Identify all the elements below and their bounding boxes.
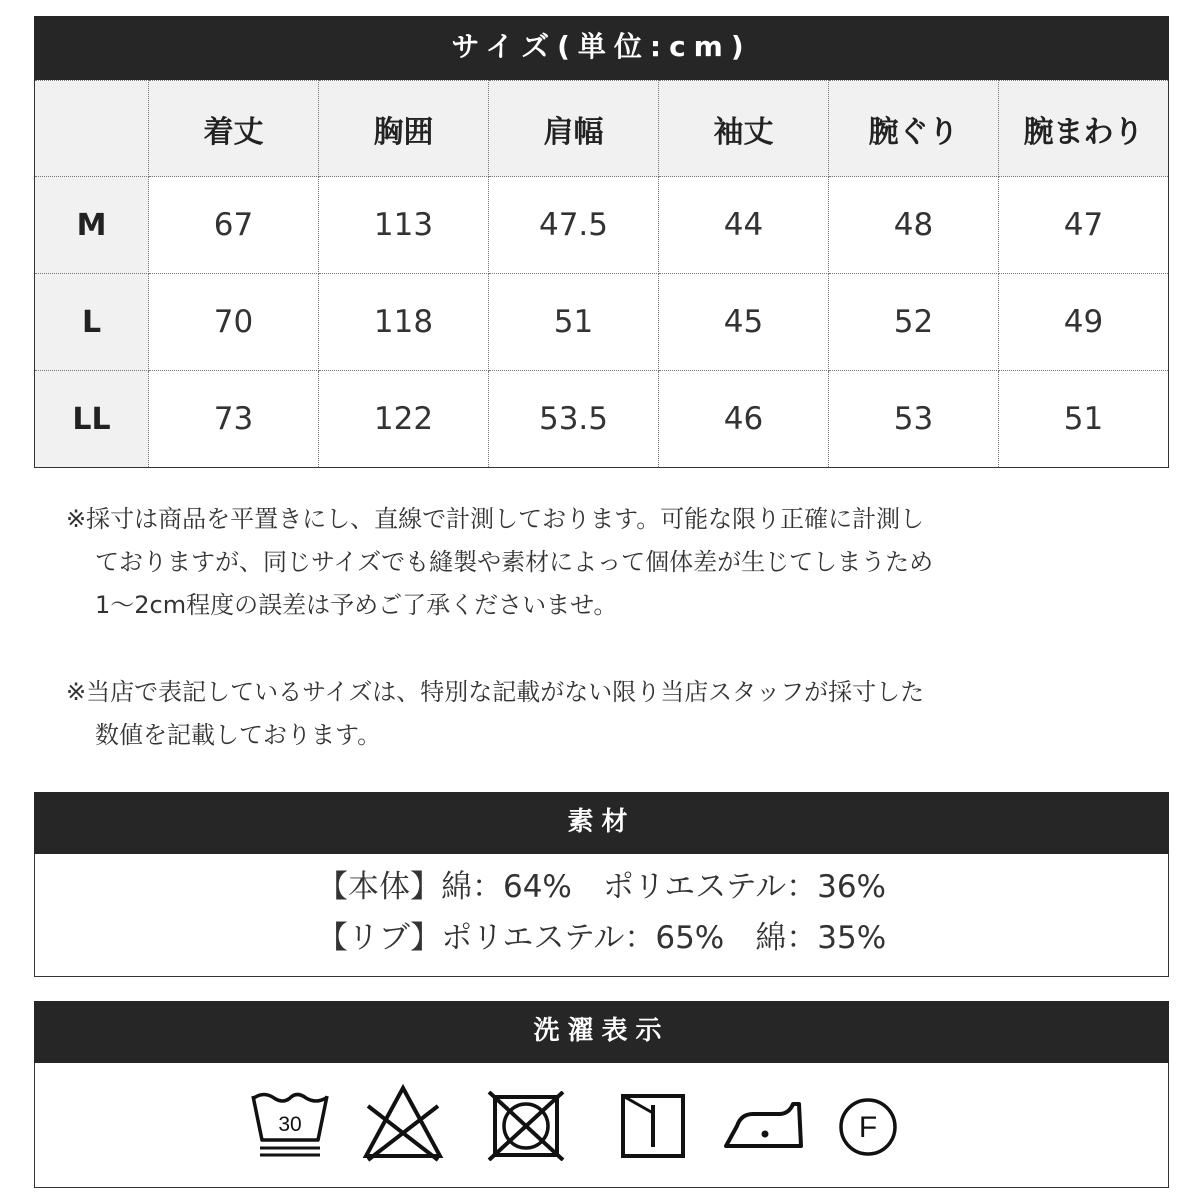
- note-line: ておりますが、同じサイズでも縫製や素材によって個体差が生じてしまうため: [95, 548, 934, 576]
- size-cell: 44: [659, 177, 829, 274]
- size-header-row: [35, 81, 1169, 177]
- size-cell: 49: [999, 274, 1169, 371]
- size-cell: 45: [659, 274, 829, 371]
- col-header: 腕まわり: [999, 81, 1169, 177]
- line-dry-icon: [620, 1093, 686, 1159]
- size-cell: 53.5: [489, 371, 659, 468]
- size-cell: 122: [319, 371, 489, 468]
- wash-30-gentle-icon: [250, 1090, 330, 1162]
- no-tumble-dry-icon: [487, 1091, 565, 1161]
- size-cell: 47: [999, 177, 1169, 274]
- table-row: [35, 177, 1169, 274]
- care-section-title: 洗濯表示: [34, 1001, 1169, 1063]
- wash-temp-text: 30: [278, 1113, 302, 1136]
- size-cell: 51: [489, 274, 659, 371]
- table-row: [35, 274, 1169, 371]
- size-cell: 70: [149, 274, 319, 371]
- material-line: 【本体】綿：64% ポリエステル：36%: [316, 869, 886, 905]
- note-line: 1～2cm程度の誤差は予めご了承くださいませ。: [95, 591, 618, 619]
- size-cell: 47.5: [489, 177, 659, 274]
- table-row: [35, 371, 1169, 468]
- size-source-note: [66, 671, 1146, 757]
- size-cell: 113: [319, 177, 489, 274]
- size-label: M: [35, 177, 149, 274]
- size-cell: 46: [659, 371, 829, 468]
- size-cell: 52: [829, 274, 999, 371]
- note-line: ※当店で表記しているサイズは、特別な記載がない限り当店スタッフが採寸した: [66, 678, 925, 706]
- dryclean-letter: F: [858, 1111, 878, 1144]
- corner-cell: [35, 81, 149, 177]
- col-header: 胸囲: [319, 81, 489, 177]
- iron-low-icon: [723, 1096, 805, 1152]
- material-section-title: 素材: [34, 792, 1169, 854]
- col-header: 着丈: [149, 81, 319, 177]
- no-bleach-icon: [362, 1084, 444, 1162]
- note-line: ※採寸は商品を平置きにし、直線で計測しております。可能な限り正確に計測し: [66, 505, 925, 533]
- col-header: 腕ぐり: [829, 81, 999, 177]
- size-cell: 73: [149, 371, 319, 468]
- material-box: [34, 854, 1169, 977]
- size-cell: 67: [149, 177, 319, 274]
- size-label: LL: [35, 371, 149, 468]
- size-label: L: [35, 274, 149, 371]
- size-cell: 118: [319, 274, 489, 371]
- size-cell: 51: [999, 371, 1169, 468]
- care-icons-box: [34, 1063, 1169, 1188]
- note-line: 数値を記載しております。: [95, 721, 382, 749]
- size-table: [34, 80, 1169, 468]
- col-header: 肩幅: [489, 81, 659, 177]
- dryclean-f-icon: [838, 1097, 898, 1157]
- measurement-note: [66, 498, 1146, 627]
- size-section-title: サイズ(単位:cm): [34, 16, 1169, 80]
- size-cell: 53: [829, 371, 999, 468]
- size-cell: 48: [829, 177, 999, 274]
- material-line: 【リブ】ポリエステル：65% 綿：35%: [316, 920, 887, 956]
- col-header: 袖丈: [659, 81, 829, 177]
